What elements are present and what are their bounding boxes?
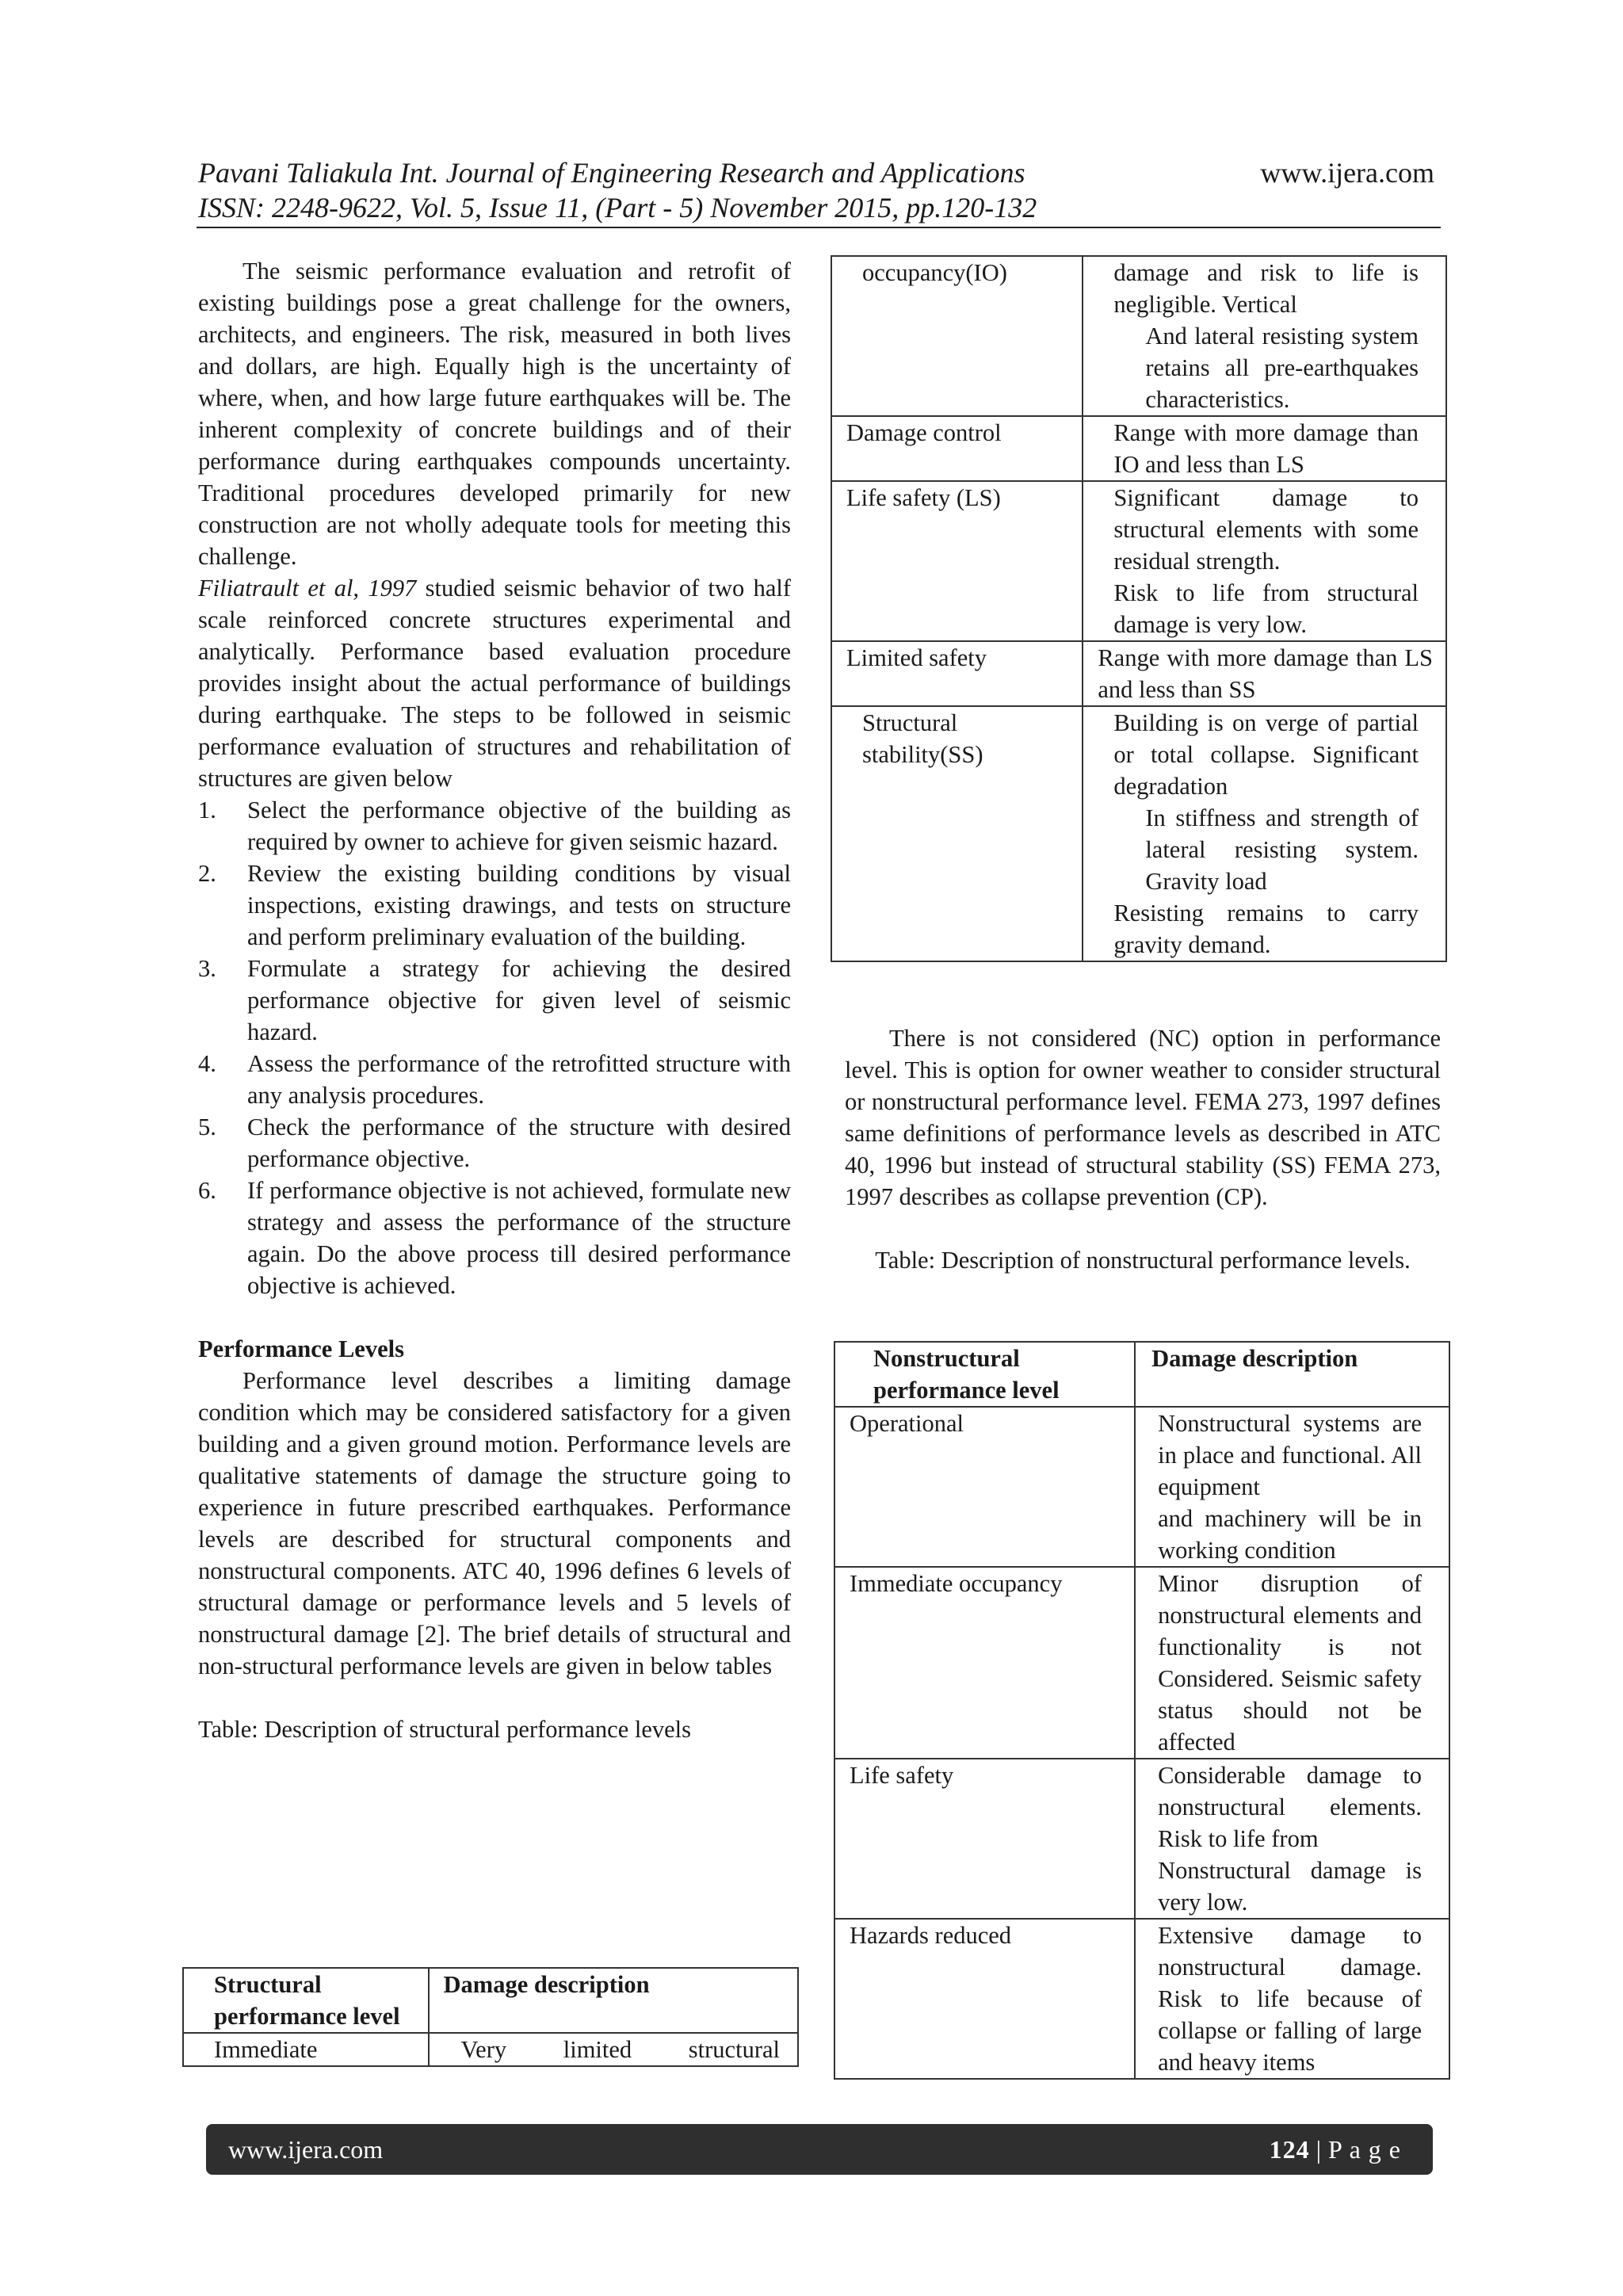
list-item: 6. If performance objective is not achieved, formulate new strategy and assess the performance of the structure again. Do the above process till desired performance objective is achieved. bbox=[198, 1177, 791, 1299]
table-row bbox=[831, 481, 1446, 641]
footer-site-link[interactable]: www.ijera.com bbox=[228, 2135, 384, 2164]
table-cell: Range with more damage than LS and less than SS bbox=[1083, 641, 1446, 706]
nonstructural-table-caption: Table: Description of nonstructural performance levels. bbox=[875, 1247, 1411, 1274]
nc-option-paragraph: There is not considered (NC) option in performance level. This is option for owner weather to consider structural or nonstructural performance level. FEMA 273, 1997 defines same definitions of performance levels as described in ATC 40, 1996 but instead of structural stability (SS) FEMA 273, 1997 describes as collapse prevention (CP). bbox=[845, 1025, 1441, 1210]
table-row bbox=[183, 2033, 798, 2066]
citation: Filiatrault et al, 1997 bbox=[198, 575, 417, 602]
table-cell: Immediate bbox=[183, 2033, 429, 2066]
table-cell: Hazards reduced bbox=[834, 1919, 1135, 2079]
table-row bbox=[831, 416, 1446, 481]
evaluation-steps-list bbox=[198, 794, 791, 1301]
right-column bbox=[845, 1022, 1441, 1276]
table-row bbox=[831, 706, 1446, 961]
table-cell: Very limited structural bbox=[429, 2033, 798, 2066]
issn-line: ISSN: 2248-9622, Vol. 5, Issue 11, (Part - 5) November 2015, pp.120-132 bbox=[198, 192, 1037, 223]
list-item: 1. Select the performance objective of the building as required by owner to achieve for given seismic hazard. bbox=[198, 797, 791, 855]
list-item: 2. Review the existing building conditions by visual inspections, existing drawings, and tests on structure and perform preliminary evaluation of the building. bbox=[198, 860, 791, 950]
table-row bbox=[834, 1567, 1449, 1759]
list-item: 5. Check the performance of the structure with desired performance objective. bbox=[198, 1114, 791, 1172]
table-cell: damage and risk to life is negligible. Vertical And lateral resisting system retains all pre-earthquakes characteristics. bbox=[1083, 256, 1446, 416]
column-header: Damage description bbox=[429, 1968, 798, 2033]
list-item: 3. Formulate a strategy for achieving the desired performance objective for given level of seismic hazard. bbox=[198, 955, 791, 1045]
header-site-link[interactable]: www.ijera.com bbox=[1260, 157, 1434, 189]
table-cell: Immediate occupancy bbox=[834, 1567, 1135, 1759]
table-row bbox=[834, 1759, 1449, 1919]
left-column bbox=[198, 255, 791, 1745]
section-title: Performance Levels bbox=[198, 1335, 404, 1362]
nonstructural-performance-table bbox=[834, 1341, 1450, 2080]
header-divider bbox=[197, 227, 1441, 228]
table-cell: Damage control bbox=[831, 416, 1083, 481]
table-cell: Structural stability(SS) bbox=[831, 706, 1083, 961]
table-row bbox=[834, 1919, 1449, 2079]
page-number-value: 124 bbox=[1269, 2135, 1310, 2164]
table-cell: Operational bbox=[834, 1407, 1135, 1567]
table-row bbox=[834, 1407, 1449, 1567]
table-header-row bbox=[834, 1342, 1449, 1407]
table-cell: occupancy(IO) bbox=[831, 256, 1083, 416]
structural-table-caption: Table: Description of structural performance levels bbox=[198, 1716, 692, 1743]
table-cell: Building is on verge of partial or total collapse. Significant degradation In stiffness and strength of lateral resisting system. Gravity load Resisting remains to carry gravity demand. bbox=[1083, 706, 1446, 961]
table-cell: Nonstructural systems are in place and functional. All equipment and machinery will be in working condition bbox=[1135, 1407, 1449, 1567]
page-word: P a g e bbox=[1327, 2135, 1401, 2164]
structural-performance-table bbox=[182, 1967, 799, 2067]
table-cell: Life safety (LS) bbox=[831, 481, 1083, 641]
table-cell: Life safety bbox=[834, 1759, 1135, 1919]
table-cell: Significant damage to structural elements with some residual strength. Risk to life from structural damage is very low. bbox=[1083, 481, 1446, 641]
column-header: Structural performance level bbox=[183, 1968, 429, 2033]
column-header: Damage description bbox=[1135, 1342, 1449, 1407]
performance-levels-paragraph: Performance level describes a limiting damage condition which may be considered satisfactory for a given building and a given ground motion. Performance levels are qualitative statements of damage the structure going to experience in future prescribed earthquakes. Performance levels are described for structural components and nonstructural components. ATC 40, 1996 defines 6 levels of structural damage or performance levels and 5 levels of nonstructural damage [2]. The brief details of structural and non-structural performance levels are given in below tables bbox=[198, 1367, 791, 1679]
column-header: Nonstructural performance level bbox=[834, 1342, 1135, 1407]
running-header bbox=[198, 155, 1189, 225]
table-cell: Extensive damage to nonstructural damage. Risk to life because of collapse or falling of large and heavy items bbox=[1135, 1919, 1449, 2079]
table-row bbox=[831, 256, 1446, 416]
table-cell: Minor disruption of nonstructural elements and functionality is not Considered. Seismic safety status should not be affected bbox=[1135, 1567, 1449, 1759]
table-cell: Considerable damage to nonstructural elements. Risk to life from Nonstructural damage is very low. bbox=[1135, 1759, 1449, 1919]
page-number: 124 | P a g e bbox=[1269, 2135, 1401, 2164]
table-header-row bbox=[183, 1968, 798, 2033]
list-item: 4. Assess the performance of the retrofitted structure with any analysis procedures. bbox=[198, 1050, 791, 1109]
journal-title: Pavani Taliakula Int. Journal of Engineering Research and Applications bbox=[198, 157, 1025, 189]
table-cell: Range with more damage than IO and less than LS bbox=[1083, 416, 1446, 481]
structural-performance-table-continued bbox=[831, 255, 1447, 962]
table-cell: Limited safety bbox=[831, 641, 1083, 706]
intro-paragraph: The seismic performance evaluation and retrofit of existing buildings pose a great challenge for the owners, architects, and engineers. The risk, measured in both lives and dollars, are high. Equally high is the uncertainty of where, when, and how large future earthquakes will be. The inherent complexity of concrete buildings and of their performance during earthquakes compounds uncertainty. Traditional procedures developed primarily for new construction are not wholly adequate tools for meeting this challenge. bbox=[198, 258, 791, 570]
page-footer bbox=[206, 2124, 1433, 2175]
study-paragraph bbox=[198, 572, 791, 794]
table-row bbox=[831, 641, 1446, 706]
study-text: studied seismic behavior of two half scale reinforced concrete structures experimental and analytically. Performance based evaluation procedure provides insight about the actual performance of buildings during earthquake. The steps to be followed in seismic performance evaluation of structures and rehabilitation of structures are given below bbox=[198, 575, 791, 792]
